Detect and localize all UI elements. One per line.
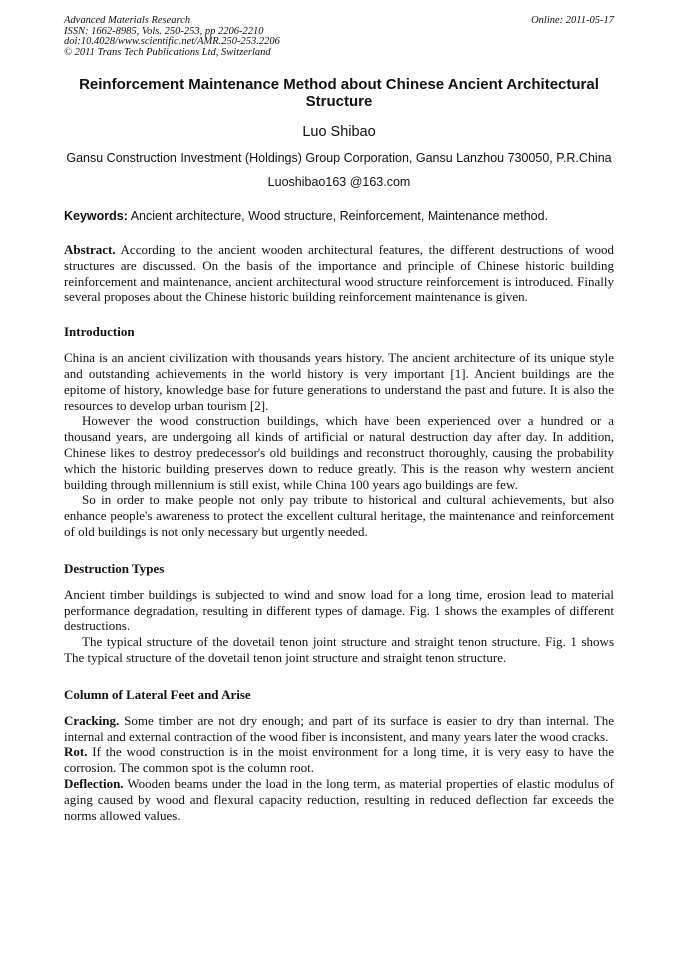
deflection-label: Deflection. — [64, 775, 124, 791]
destruction-paragraph: The typical structure of the dovetail tenon joint structure and straight tenon structure. Fig. 1 shows The typical structure of the dovetail tenon joint structure and straight tenon structure. — [64, 634, 614, 665]
rot-text: If the wood construction is in the moist environment for a long time, it is very easy to have the corrosion. The common spot is the column root. — [64, 744, 614, 776]
abstract-label: Abstract. — [64, 242, 116, 257]
copyright-line: © 2011 Trans Tech Publications Ltd, Switzerland — [64, 46, 271, 58]
journal-header — [64, 16, 614, 58]
keywords-label: Keywords: — [64, 209, 128, 223]
cracking-paragraph — [64, 713, 614, 745]
deflection-text: Wooden beams under the load in the long term, as material properties of elastic modulus of aging caused by wood and flexural capacity reduction, resulting in reduced deflection far exceeds the norms allowed values. — [64, 775, 615, 823]
doi-line: doi:10.4028/www.scientific.net/AMR.250-253.2206 — [64, 36, 280, 47]
section-heading-destruction-types: Destruction Types — [64, 560, 165, 576]
affiliation: Gansu Construction Investment (Holdings) Group Corporation, Gansu Lanzhou 730050, P.R.China — [66, 151, 612, 165]
deflection-paragraph — [64, 776, 614, 823]
section-heading-column: Column of Lateral Feet and Arise — [64, 686, 251, 702]
issn-line: ISSN: 1662-8985, Vols. 250-253, pp 2206-2210 — [64, 25, 264, 37]
intro-paragraph: So in order to make people not only pay tribute to historical and cultural achievements, but also enhance people's awareness to protect the excellent cultural heritage, the maintenance and reinforcement of old buildings is not only necessary but urgently needed. — [64, 492, 614, 539]
rot-label: Rot. — [64, 744, 88, 760]
journal-name: Advanced Materials Research — [64, 15, 191, 26]
abstract — [64, 242, 614, 305]
intro-paragraph: China is an ancient civilization with thousands years history. The ancient architecture of its unique style and outstanding achievements in the world history is very important [1]. Ancient buildings are the epitome of history, knowledge base for future generations to understand the past and future. It is also the resources to develop urban tourism [2]. — [64, 350, 614, 413]
cracking-text: Some timber are not dry enough; and part of its surface is easier to dry than internal. The internal and external contraction of the wood fiber is inconsistent, and many years later the wood cracks. — [64, 712, 615, 744]
paper-title: Reinforcement Maintenance Method about Chinese Ancient Architectural Structure — [79, 76, 599, 110]
abstract-text: According to the ancient wooden architectural features, the different destructions of wood structures are discussed. On the basis of the importance and principle of Chinese historic building reinforcement and maintenance, ancient architectural wood structure reinforcement is introduced. Finally several proposes about the Chinese historic building reinforcement maintenance is given. — [64, 242, 614, 305]
keywords-text: Ancient architecture, Wood structure, Reinforcement, Maintenance method. — [130, 209, 549, 223]
cracking-label: Cracking. — [64, 712, 120, 728]
destruction-paragraph: Ancient timber buildings is subjected to wind and snow load for a long time, erosion lead to material performance degradation, resulting in different types of damage. Fig. 1 shows the examples of different destructions. — [64, 586, 614, 634]
paper-page — [64, 16, 614, 823]
author-name: Luo Shibao — [302, 124, 376, 140]
rot-paragraph — [64, 744, 614, 776]
keywords — [64, 209, 614, 223]
author-email: Luoshibao163 @163.com — [267, 175, 411, 189]
section-heading-introduction: Introduction — [64, 324, 135, 340]
intro-paragraph: However the wood construction buildings, which have been experienced over a hundred or a thousand years, are undergoing all kinds of artificial or natural destruction day after day. In addition, Chinese likes to destroy predecessor's old buildings and reconstruct thoroughly, causing the probability which the historic building preserves down to reduce greatly. This is the reason why western ancient building through millennium is still exist, while China 100 years ago buildings are few. — [64, 413, 614, 492]
online-date: Online: 2011-05-17 — [531, 15, 614, 26]
